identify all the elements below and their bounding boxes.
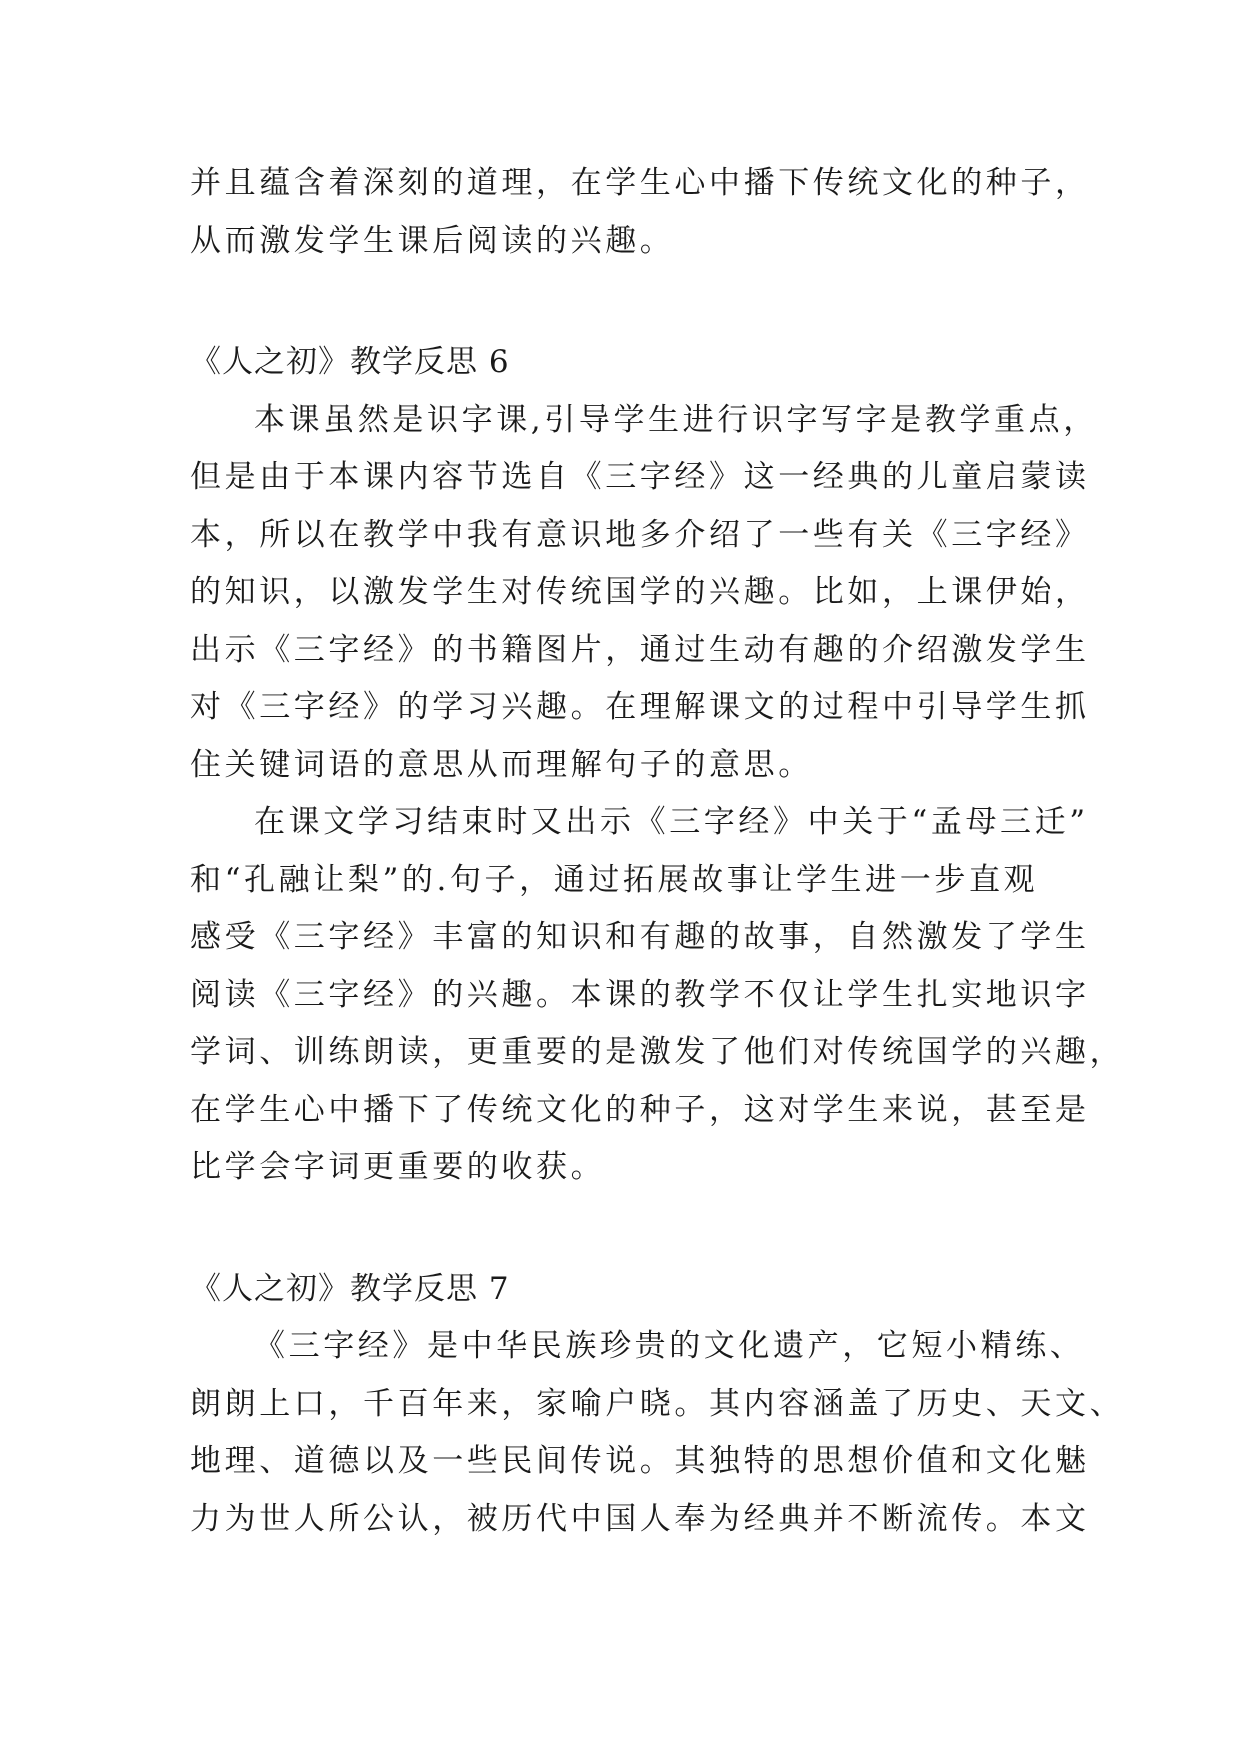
- text-line: 本课虽然是识字课,引导学生进行识字写字是教学重点，: [254, 401, 1098, 438]
- intro-paragraph: [190, 155, 1090, 270]
- text-line: 住关键词语的意思从而理解句子的意思。: [190, 746, 813, 783]
- text-line: 《三字经》是中华民族珍贵的文化遗产，它短小精练、: [254, 1328, 1085, 1364]
- document-page: [190, 155, 1125, 1548]
- text-line: 本，所以在教学中我有意识地多介绍了一些有关《三字经》: [190, 516, 1090, 553]
- text-line: 力为世人所公认，被历代中国人奉为经典并不断流传。本文: [190, 1500, 1090, 1537]
- section-7-title: 《人之初》教学反思 7: [190, 1270, 510, 1307]
- section-6-title: 《人之初》教学反思 6: [190, 344, 510, 380]
- text-line: 但是由于本课内容节选自《三字经》这一经典的儿童启蒙读: [190, 459, 1090, 495]
- text-line: 学词、训练朗读，更重要的是激发了他们对传统国学的兴趣，: [190, 1034, 1125, 1070]
- section-6: [190, 334, 1125, 1197]
- text-line: 地理、道德以及一些民间传说。其独特的思想价值和文化魅: [190, 1443, 1090, 1479]
- section-6-paragraph-2: [190, 794, 1125, 1197]
- text-line: 感受《三字经》丰富的知识和有趣的故事，自然激发了学生: [190, 919, 1090, 955]
- text-line: 阅读《三字经》的兴趣。本课的教学不仅让学生扎实地识字: [190, 976, 1090, 1013]
- text-line: 的知识，以激发学生对传统国学的兴趣。比如，上课伊始，: [190, 574, 1090, 610]
- section-6-paragraph-1: [190, 392, 1098, 795]
- section-gap: [190, 270, 1070, 334]
- text-line: 从而激发学生课后阅读的兴趣。: [190, 222, 675, 259]
- text-line: 并且蕴含着深刻的道理，在学生心中播下传统文化的种子，: [190, 165, 1090, 201]
- section-7: [190, 1261, 1125, 1549]
- text-line: 对《三字经》的学习兴趣。在理解课文的过程中引导学生抓: [190, 689, 1090, 725]
- section-7-paragraph-1: [190, 1318, 1125, 1548]
- text-line: 在学生心中播下了传统文化的种子，这对学生来说，甚至是: [190, 1091, 1090, 1128]
- text-line: 在课文学习结束时又出示《三字经》中关于“孟母三迁”: [254, 804, 1089, 840]
- section-gap: [190, 1197, 1070, 1261]
- text-line: 和“孔融让梨”的.句子，通过拓展故事让学生进一步直观: [190, 861, 1039, 898]
- text-line: 朗朗上口，千百年来，家喻户晓。其内容涵盖了历史、天文、: [190, 1385, 1125, 1422]
- text-line: 出示《三字经》的书籍图片，通过生动有趣的介绍激发学生: [190, 631, 1090, 668]
- text-line: 比学会字词更重要的收获。: [190, 1149, 606, 1185]
